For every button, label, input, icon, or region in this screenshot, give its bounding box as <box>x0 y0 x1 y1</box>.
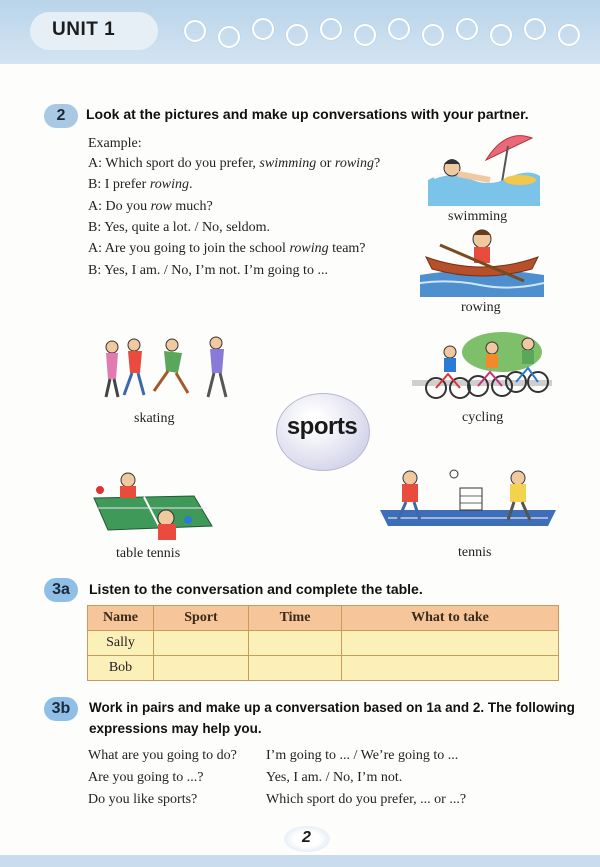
blank-cell[interactable] <box>154 656 249 681</box>
section-3b-badge: 3b <box>44 697 78 721</box>
cycling-illustration <box>412 330 552 404</box>
blank-cell[interactable] <box>342 656 559 681</box>
example-line-3: A: Do you row much? <box>88 199 213 214</box>
caption-cycling: cycling <box>462 410 504 425</box>
section-3b-heading-line-2: expressions may help you. <box>89 721 262 736</box>
caption-tennis: tennis <box>458 545 492 560</box>
row-name-bob: Bob <box>88 656 154 681</box>
section-3a-heading: Listen to the conversation and complete the table. <box>89 581 423 597</box>
expression-left-3: Do you like sports? <box>88 792 198 807</box>
expression-right-2: Yes, I am. / No, I’m not. <box>266 770 403 785</box>
blank-cell[interactable] <box>154 631 249 656</box>
caption-skating: skating <box>134 411 175 426</box>
swimming-illustration <box>428 120 540 206</box>
section-2-badge: 2 <box>44 104 78 128</box>
bottom-band <box>0 855 600 867</box>
example-line-1: A: Which sport do you prefer, swimming or rowing? <box>88 156 381 171</box>
column-header-what-to-take: What to take <box>342 606 559 631</box>
tennis-illustration <box>380 466 556 530</box>
page-number: 2 <box>302 829 311 846</box>
example-line-6: B: Yes, I am. / No, I’m not. I’m going to ... <box>88 263 328 278</box>
table-row <box>88 656 559 681</box>
skating-illustration <box>98 335 236 403</box>
blank-cell[interactable] <box>249 631 342 656</box>
unit-title: UNIT 1 <box>52 19 116 40</box>
table-header-row <box>88 606 559 631</box>
expression-right-3: Which sport do you prefer, ... or ...? <box>266 792 467 807</box>
decorative-rings <box>0 0 600 64</box>
expression-left-2: Are you going to ...? <box>88 770 204 785</box>
rowing-illustration <box>420 225 544 297</box>
example-line-4: B: Yes, quite a lot. / No, seldom. <box>88 220 271 235</box>
example-line-2: B: I prefer rowing. <box>88 177 193 192</box>
column-header-time: Time <box>249 606 342 631</box>
column-header-name: Name <box>88 606 154 631</box>
conversation-table <box>87 605 559 681</box>
example-line-5: A: Are you going to join the school rowing team? <box>88 241 366 256</box>
caption-table-tennis: table tennis <box>116 546 181 561</box>
caption-rowing: rowing <box>461 300 501 315</box>
example-label: Example: <box>88 136 142 151</box>
sports-label: sports <box>286 413 358 440</box>
column-header-sport: Sport <box>154 606 249 631</box>
table-tennis-illustration <box>90 468 214 542</box>
row-name-sally: Sally <box>88 631 154 656</box>
blank-cell[interactable] <box>342 631 559 656</box>
blank-cell[interactable] <box>249 656 342 681</box>
caption-swimming: swimming <box>448 209 508 224</box>
section-3b-heading-line-1: Work in pairs and make up a conversation based on 1a and 2. The following <box>89 700 575 715</box>
section-3a-badge: 3a <box>44 578 78 602</box>
section-2-heading: Look at the pictures and make up conversations with your partner. <box>86 106 529 122</box>
table-row <box>88 631 559 656</box>
expression-left-1: What are you going to do? <box>88 748 237 763</box>
expression-right-1: I’m going to ... / We’re going to ... <box>266 748 459 763</box>
